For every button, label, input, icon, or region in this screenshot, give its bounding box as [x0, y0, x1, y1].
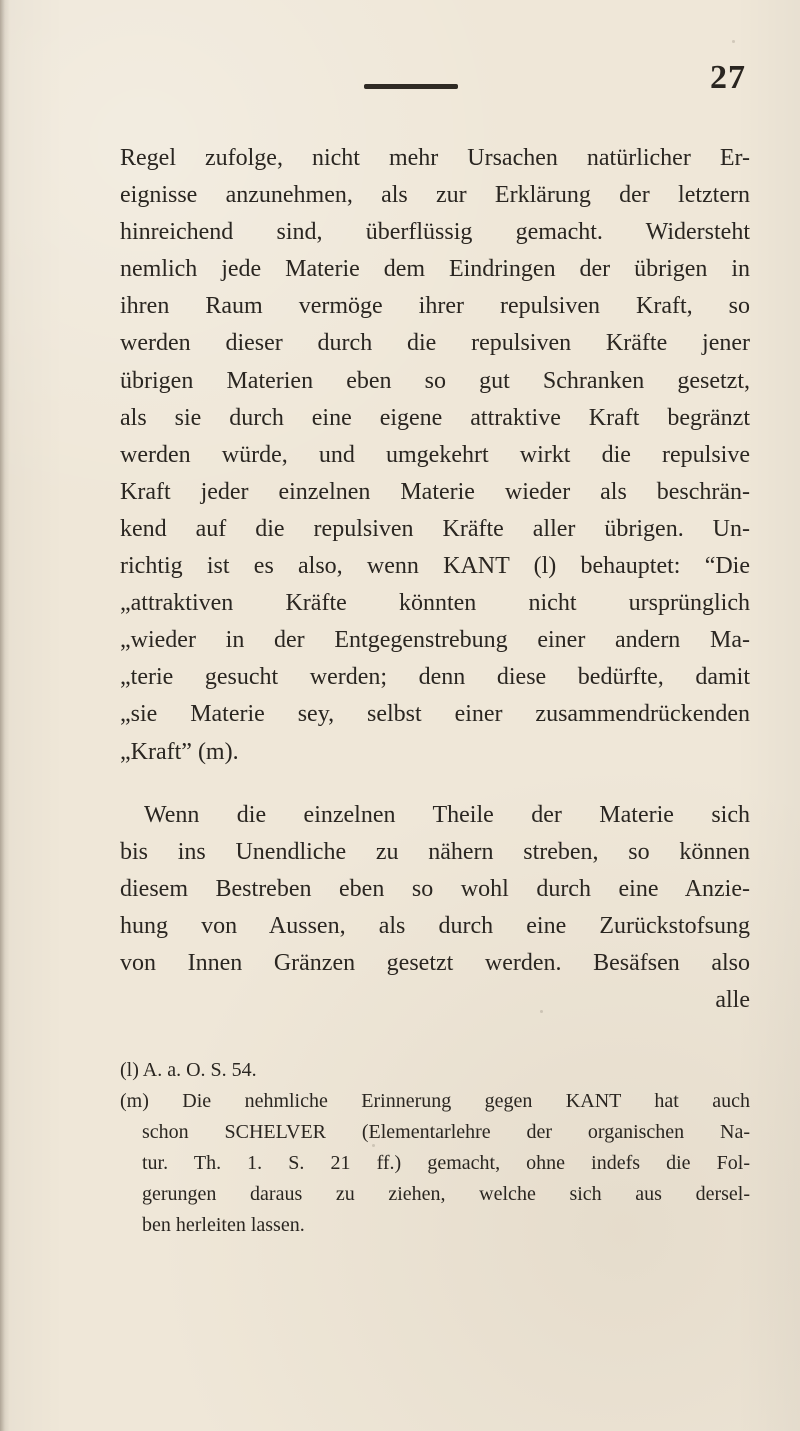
text-line: eignisse anzunehmen, als zur Erklärung der letztern	[120, 182, 750, 209]
text-line: diesem Bestreben eben so wohl durch eine Anzie-	[120, 875, 750, 902]
page-number: 27	[710, 59, 746, 96]
text-line: hung von Aussen, als durch eine Zurückstofsung	[120, 912, 750, 939]
text-line: werden würde, und umgekehrt wirkt die repulsive	[120, 441, 750, 468]
paper-speck	[540, 1010, 543, 1013]
page-edge-shadow	[0, 0, 10, 1431]
text-line: Wenn die einzelnen Theile der Materie sich	[144, 801, 750, 828]
header-rule	[364, 84, 458, 89]
footnote-line: gerungen daraus zu ziehen, welche sich aus dersel-	[142, 1183, 750, 1205]
text-line: übrigen Materien eben so gut Schranken gesetzt,	[120, 367, 750, 394]
paper-speck	[732, 40, 735, 43]
paper-speck	[372, 1144, 375, 1147]
text-line: hinreichend sind, überflüssig gemacht. Widersteht	[120, 219, 750, 246]
text-line: bis ins Unendliche zu nähern streben, so können	[120, 838, 750, 865]
catchword: alle	[715, 987, 750, 1014]
text-line: Regel zufolge, nicht mehr Ursachen natürlicher Er-	[120, 145, 750, 171]
footnote-line: (m) Die nehmliche Erinnerung gegen KANT hat auch	[120, 1090, 750, 1112]
footnote-line: schon SCHELVER (Elementarlehre der organischen Na-	[142, 1121, 750, 1143]
text-line: nemlich jede Materie dem Eindringen der übrigen in	[120, 256, 750, 283]
text-line: ihren Raum vermöge ihrer repulsiven Kraft, so	[120, 293, 750, 320]
paragraph-gap	[120, 771, 750, 797]
footnote-l: (l) A. a. O. S. 54.	[120, 1059, 257, 1081]
text-line: kend auf die repulsiven Kräfte aller übrigen. Un-	[120, 515, 750, 542]
main-text-block	[120, 140, 750, 1019]
text-line: richtig ist es also, wenn KANT (l) behauptet: “Die	[120, 553, 750, 580]
text-line: Kraft jeder einzelnen Materie wieder als beschrän-	[120, 478, 750, 505]
text-line: „sie Materie sey, selbst einer zusammendrückenden	[120, 701, 750, 728]
text-line: „attraktiven Kräfte könnten nicht ursprünglich	[120, 590, 750, 617]
text-line: „wieder in der Entgegenstrebung einer andern Ma-	[120, 627, 750, 654]
text-line: „Kraft” (m).	[120, 738, 239, 765]
footnote-line: tur. Th. 1. S. 21 ff.) gemacht, ohne indefs die Fol-	[142, 1152, 750, 1174]
footnotes-block	[120, 1055, 750, 1241]
paper-speck	[690, 425, 693, 428]
text-line: werden dieser durch die repulsiven Kräfte jener	[120, 330, 750, 357]
footnote-line: ben herleiten lassen.	[142, 1214, 305, 1236]
text-line: als sie durch eine eigene attraktive Kraft begränzt	[120, 404, 750, 431]
text-line: „terie gesucht werden; denn diese bedürfte, damit	[120, 664, 750, 691]
text-line: von Innen Gränzen gesetzt werden. Besäfsen also	[120, 949, 750, 976]
